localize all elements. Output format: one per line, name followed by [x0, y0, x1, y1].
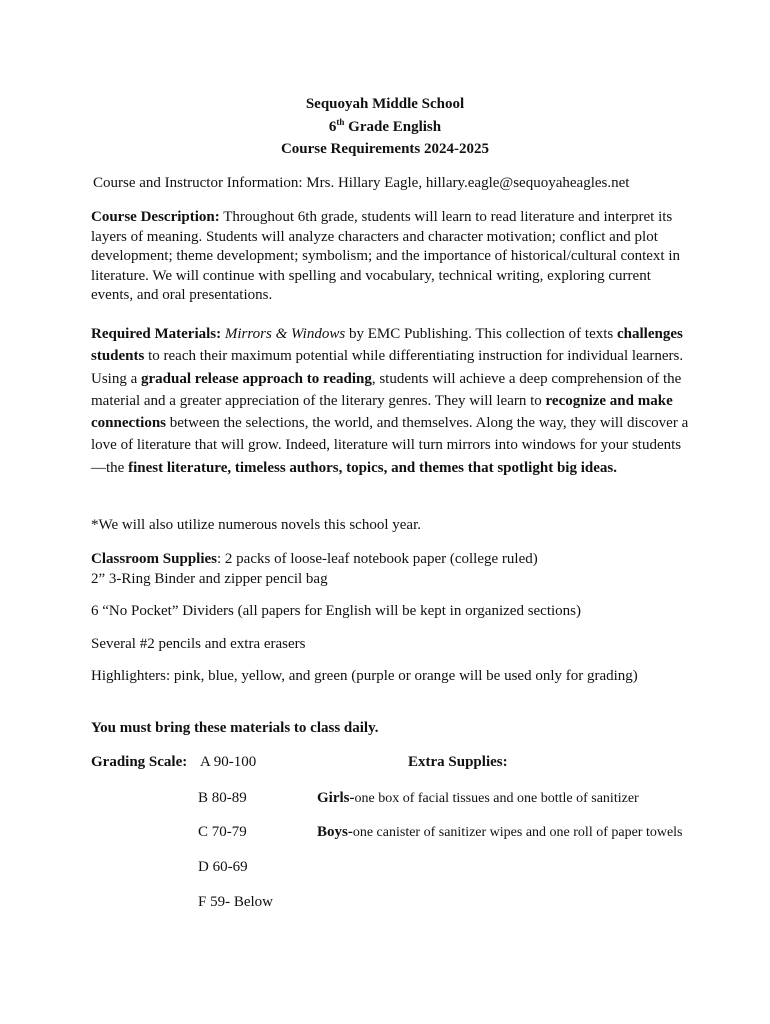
required-materials-label: Required Materials: — [91, 326, 222, 342]
grade-b: B 80-89 — [198, 790, 247, 806]
materials-text-4: between the selections, the world, and themselves. Along the way, they will discover a love of literature that will grow. Indeed, literature will turn mirrors into windows for your students—the — [91, 415, 689, 476]
document-header — [0, 93, 770, 161]
supplies-line-2: 2” 3-Ring Binder and zipper pencil bag — [91, 570, 328, 587]
grade-title — [0, 116, 770, 139]
materials-text-3: , students will achieve a deep comprehension of the material and a greater appreciation of the literary genres. They will learn to — [91, 370, 682, 409]
dividers-line: 6 “No Pocket” Dividers (all papers for English will be kept in organized sections) — [91, 603, 582, 619]
materials-bold-1: challenges students — [91, 326, 683, 365]
materials-bold-2: gradual release approach to reading — [141, 370, 372, 387]
grade-rest: Grade English — [344, 118, 442, 135]
grade-number: 6 — [328, 118, 337, 135]
extra-supplies-title: Extra Supplies: — [408, 754, 508, 770]
girls-text: one box of facial tissues and one bottle of sanitizer — [354, 791, 639, 806]
required-materials — [91, 323, 691, 479]
grade-c: C 70-79 — [198, 824, 247, 840]
course-description — [91, 208, 691, 306]
pencils-line: Several #2 pencils and extra erasers — [91, 636, 306, 652]
highlighters-line: Highlighters: pink, blue, yellow, and green (purple or orange will be used only for grading) — [91, 668, 638, 684]
materials-bold-3: recognize and make connections — [91, 392, 673, 432]
instructor-info: Course and Instructor Information: Mrs. Hillary Eagle, hillary.eagle@sequoyaheagles.net — [93, 175, 630, 191]
course-description-label: Course Description: — [91, 209, 220, 225]
materials-text-1: by EMC Publishing. This collection of texts — [345, 326, 617, 342]
supplies-line-1: : 2 packs of loose-leaf notebook paper (college ruled) — [217, 551, 538, 567]
girls-supplies — [317, 790, 639, 807]
girls-label: Girls- — [317, 790, 355, 806]
grade-suffix: th — [336, 116, 345, 127]
boys-supplies — [317, 824, 683, 841]
novels-note: *We will also utilize numerous novels this school year. — [91, 517, 421, 533]
daily-notice: You must bring these materials to class daily. — [91, 720, 379, 736]
grading-scale-label: Grading Scale: — [91, 754, 188, 770]
classroom-supplies — [91, 550, 691, 589]
classroom-supplies-label: Classroom Supplies — [91, 551, 218, 567]
grade-d: D 60-69 — [198, 859, 248, 875]
boys-label: Boys- — [317, 824, 353, 840]
school-name: Sequoyah Middle School — [305, 96, 465, 112]
boys-text: one canister of sanitizer wipes and one roll of paper towels — [352, 825, 683, 840]
course-requirements-title: Course Requirements 2024-2025 — [280, 141, 490, 157]
course-description-text: Throughout 6th grade, students will learn to read literature and interpret its layers of meaning. Students will analyze characters and character motivation; conflict and plot development; theme development; symbolism; and the importance of historical/cultural context in literature. We will continue with spelling and vocabulary, technical writing, exploring current events, and oral presentations. — [91, 209, 681, 303]
grade-f: F 59- Below — [198, 894, 273, 910]
materials-bold-4: finest literature, timeless authors, topics, and themes that spotlight big ideas. — [128, 459, 617, 476]
materials-text-2: to reach their maximum potential while differentiating instruction for individual learners. Using a — [91, 348, 684, 387]
book-title: Mirrors & Windows — [221, 326, 346, 342]
grade-a: A 90-100 — [200, 754, 257, 770]
